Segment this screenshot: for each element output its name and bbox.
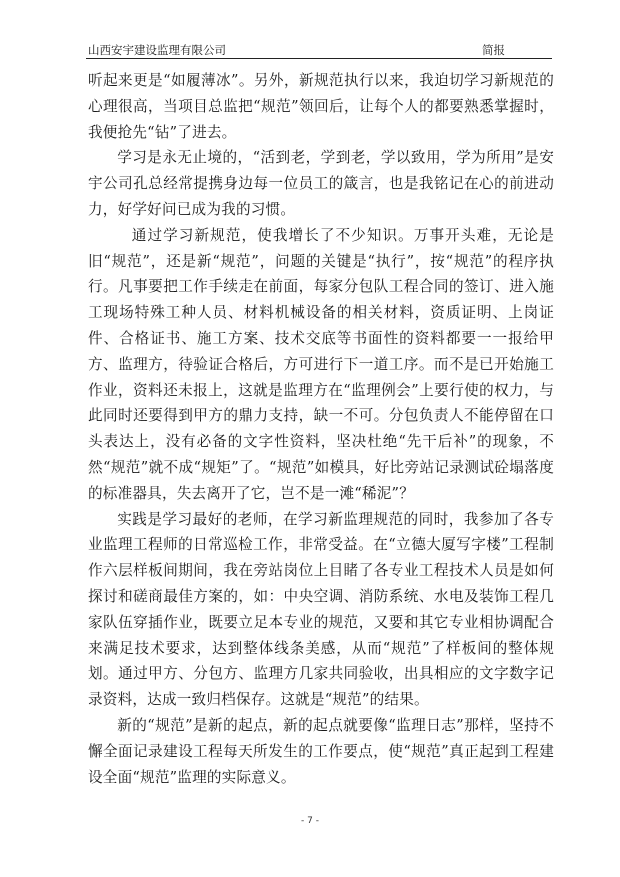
header-section-title: 简报	[482, 43, 505, 57]
paragraph-1: 听起来更是“如履薄冰”。另外，新规范执行以来，我迫切学习新规范的心理很高，当项目总监把“规范”领回后，让每个人的都要熟悉掌握时，我便抢先“钻”了进去。	[88, 72, 554, 141]
paragraph-4: 实践是学习最好的老师，在学习新监理规范的同时，我参加了各专业监理工程师的日常巡检工作，非常受益。在“立德大厦写字楼”工程制作六层样板间期间，我在旁站岗位上目睹了各专业工程技术人员是如何探讨和磋商最佳方案的，如：中央空调、消防系统、水电及装饰工程几家队伍穿插作业，既要立足本专业的规范，又要和其它专业相协调配合来满足技术要求，达到整体线条美感，从而“规范”了样板间的整体规划。通过甲方、分包方、监理方几家共同验收，出具相应的文字数字记录资料，达成一致归档保存。这就是“规范”的结果。	[88, 510, 554, 709]
paragraph-3: 通过学习新规范，使我增长了不少知识。万事开头难，无论是旧“规范”，还是新“规范”，问题的关键是“执行”，按“规范”的程序执行。凡事要把工作手续走在前面，每家分包队工程合同的签订、进入施工现场特殊工种人员、材料机械设备的相关材料，资质证明、上岗证件、合格证书、施工方案、技术交底等书面性的资料都要一一报给甲方、监理方，待验证合格后，方可进行下一道工序。而不是已开始施工作业，资料还未报上，这就是监理方在“监理例会”上要行使的权力，与此同时还要得到甲方的鼎力支持，缺一不可。分包负责人不能停留在口头表达上，没有必备的文字性资料，坚决杜绝“先干后补”的现象，不然“规范”就不成“规矩”了。“规范”如模具，好比旁站记录测试砼塌落度的标准器具，失去离开了它，岂不是一滩“稀泥”？	[88, 226, 554, 502]
paragraph-5: 新的“规范”是新的起点，新的起点就要像“监理日志”那样，坚持不懈全面记录建设工程每天所发生的工作要点，使“规范”真正起到工程建设全面“规范”监理的实际意义。	[88, 716, 554, 786]
page-number: - 7 -	[301, 816, 319, 826]
paragraph-2: 学习是永无止境的，“活到老，学到老，学以致用，学为所用”是安宇公司孔总经常提携身边每一位员工的箴言，也是我铭记在心的前进动力，好学好问已成为我的习惯。	[88, 149, 554, 218]
page-header	[86, 40, 552, 59]
document-body	[88, 68, 554, 790]
company-name: 山西安宇建设监理有限公司	[88, 43, 226, 57]
